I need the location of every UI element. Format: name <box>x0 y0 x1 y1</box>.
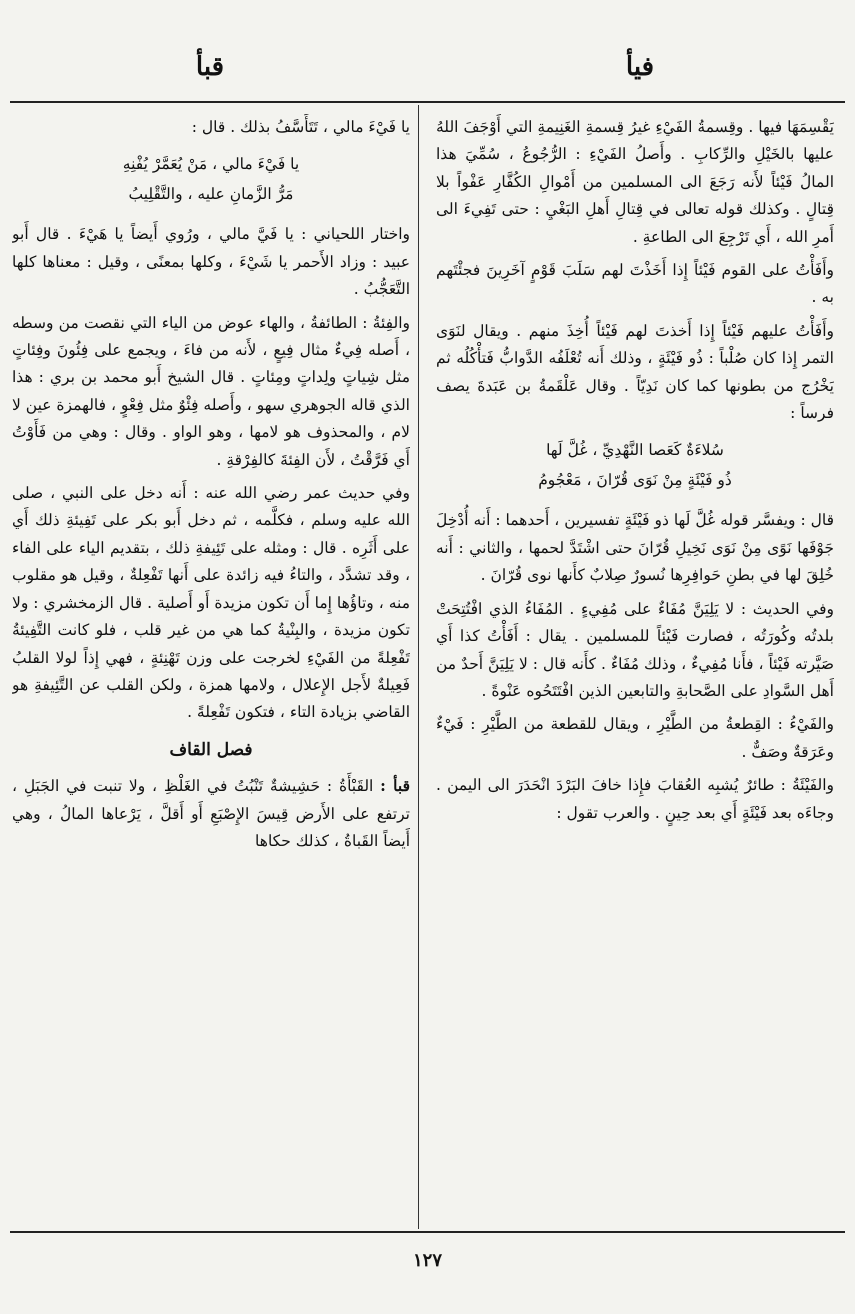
paragraph: يَقْسِمَهَا فيها . وقِسمةُ الفَيْءِ غيرُ قِسمةِ الغَنِيمةِ التي أَوْجَفَ اللهُ عليها بالخَيْلِ والرِّكابِ . وأَصلُ الفَيْءِ : الرُّجُوعُ ، سُمِّيَ هذا المالُ فَيْئاً لأَنه رَجَعَ الى المسلمين من أَمْوالِ الكُفَّارِ عَفْواً بلا قِتالٍ . وكذلك قوله تعالى في قِتالِ أَهلِ البَغْيِ : حتى تَفِيءَ الى أَمرِ الله ، أَي تَرْجِعَ الى الطاعةِ . <box>436 118 834 246</box>
poetry-verse <box>436 435 834 495</box>
paragraph: وأَفَأْتُ عليهم فَيْئاً إِذا أَخذتَ لهم فَيْئاً أُخِذَ منهم . ويقال لنَوَى التمر إِذا كان صُلْباً : ذُو فَيْئَةٍ ، وذلك أَنه تُعْلَفُه الدَّوابُّ فَتأْكُلُه ثم يَخْرُج من بطونها كما كان نَدِيّاً . وقال عَلْقَمةُ بن عَبَدةَ يصف فرساً : <box>436 321 834 423</box>
paragraph: والفَيْءُ : القِطعةُ من الطَّيْرِ ، ويقال للقطعة من الطَّيْرِ : فَيْءٌ وعَرَقةٌ وصَفٌّ . <box>436 715 834 761</box>
running-headword-left: قبأ <box>195 52 225 82</box>
verse-hemistich: يا فَيْءَ مالي ، مَنْ يُعَمَّرْ يُفْنِهِ <box>122 155 300 174</box>
paragraph: وفي الحديث : لا يَلِيَنَّ مُفَاءٌ على مُفِيءٍ . المُفَاءُ الذي افْتُتِحَتْ بلدتُه وكُورَتُه ، فصارت فَيْئاً للمسلمين . يقال : أَفَأْتُ كذا أَي صَيَّرته فَيْئاً ، فأَنا مُفِيءٌ ، وذلك مُفَاءٌ . كأَنه قال : لا يَلِيَنَّ أَحدٌ من أَهل السَّوادِ على الصَّحابةِ والتابعين الذين افْتَتَحُوه عَنْوةً . <box>436 599 834 700</box>
bottom-rule <box>10 1231 845 1233</box>
running-headword-right: فيأ <box>625 52 655 82</box>
paragraph: واختار اللحياني : يا فَيَّ مالي ، ورُوي أَيضاً يا هَيْءَ . قال أَبو عبيد : وزاد الأَحمر يا شَيْءَ ، وكلها بمعنًى ، وقيل : معناها كلها التَّعَجُّبُ . <box>12 225 410 299</box>
top-rule <box>10 101 845 103</box>
section-title: فصل القاف <box>169 739 253 760</box>
paragraph: قال : ويفسَّر قوله غُلَّ لَها ذو فَيْئَةٍ تفسيرين ، أَحدهما : أَنه أُدْخِلَ جَوْفَها نَوًى مِنْ نَوَى نَخِيلِ قُرّانَ حتى اشْتَدَّ لحمها ، والثاني : أَنه خُلِقَ لها في بطنِ حَوافِرِها نُسورٌ صِلابٌ كأَنها نوى قُرّانَ . <box>436 511 834 585</box>
paragraph: والفَيْئَةُ : طائرٌ يُشبِه العُقابَ فإِذا خافَ البَرْدَ انْحَدَرَ الى اليمن . وجاءَه بعد فَيْئَةٍ أَي بعد حِينٍ . والعرب تقول : <box>436 776 834 822</box>
poetry-verse <box>12 149 410 209</box>
paragraph: يا فَيْءَ مالي ، تَتَأَسَّفُ بذلك . قال : <box>191 118 410 136</box>
verse-hemistich: سُلاءَةٌ كَعَصا النَّهْدِيِّ ، غُلَّ لَها <box>546 441 724 460</box>
left-column <box>12 114 410 1224</box>
entry-headword: قبأ : <box>380 776 410 796</box>
verse-hemistich: ذُو فَيْئَةٍ مِنْ نَوَى قُرّانَ ، مَعْجُومُ <box>538 471 732 490</box>
paragraph: وأَفَأْتُ على القوم فَيْئاً إِذا أَخَذْتَ لهم سَلَبَ قَوْمٍ آخَرِينَ فجئْتَهم به . <box>436 261 834 307</box>
page-number: ١٢٧ <box>412 1250 442 1271</box>
column-separator <box>418 105 419 1229</box>
verse-hemistich: مَرُّ الزَّمانِ عليه ، والتَّقْلِيبُ <box>128 185 294 204</box>
paragraph: وفي حديث عمر رضي الله عنه : أَنه دخل على النبي ، صلى الله عليه وسلم ، فكلَّمه ، ثم دخل أَبو بكر على تَفِيئةِ ذلك أَي على أَثَرِه . قال : ومثله على تَئِيفةِ ذلك ، بتقديم الياء على الفاء ، وقد تشدَّد ، والتاءُ فيه زائدة على أَنها تَفْعِلةٌ ، وقيل هو مقلوب منه ، وتاؤُها إِما أَن تكون مزيدة أَو أَصلية . قال الزمخشري : ولا تكون مزيدة ، والبِنْيةُ كما هي من غير قلب ، فلو كانت التَّفِيئةُ تَفْعِلةً من الفَيْءِ لخرجت على وزن تَهْنِئةٍ ، فهي إِذاً لولا القلبُ فَعِيلةٌ لأَجل الإِعلال ، ولامها همزة ، ولكن القلب عن التَّئِيفةِ هو القاضي بزيادة التاء ، فتكون تَفْعِلةً . <box>12 484 410 722</box>
paragraph <box>12 772 410 855</box>
right-column <box>436 114 834 1224</box>
paragraph: والفِئةُ : الطائفةُ ، والهاء عوض من الياء التي نقصت من وسطه ، أَصله فِيءٌ مثال فِيعٍ ، لأَنه من فاءَ ، ويجمع على فِئُونَ وفِئاتٍ مثل شِياتٍ ولِداتٍ ومِئاتٍ . قال الشيخ أَبو محمد بن بري : هذا الذي قاله الجوهري سهو ، وأَصله فِئْوٌ مثل فِعْوٍ ، فالهمزة عين لا لام ، والمحذوف هو لامها ، وهو الواو . وقال : وهي من فَأَوْتُ أَي فَرَّقْتُ ، لأَن الفِئةَ كالفِرْقةِ . <box>12 313 410 469</box>
entry-text: القَبْأَةُ : حَشِيشةٌ تَنْبُتُ في الغَلْظِ ، ولا تنبت في الجَبَلِ ، ترتفع على الأَرض قِيسَ الإِصْبَعِ أَو أَقلَّ ، يَرْعاها المالُ ، وهي أَيضاً القَباةُ ، كذلك حكاها <box>12 777 410 850</box>
